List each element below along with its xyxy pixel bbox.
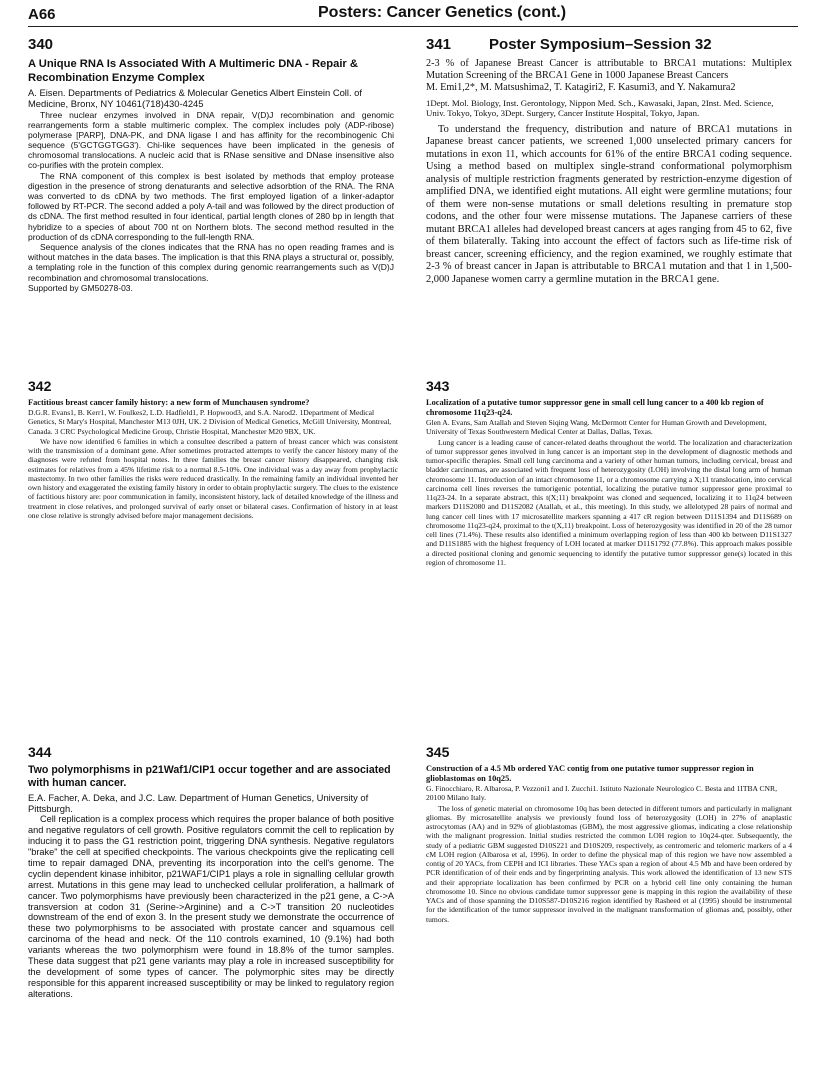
abstract-345 xyxy=(426,744,792,974)
abstract-authors: Glen A. Evans, Sam Atallah and Steven Siqing Wang. McDermott Center for Human Growth and Development, University of Texas Southwestern Medical Center at Dallas, Dallas, Texas. xyxy=(426,418,767,437)
abstract-number: 340 xyxy=(28,36,54,53)
abstract-title: A Unique RNA Is Associated With A Multimeric DNA - Repair & Recombination Enzyme Complex xyxy=(28,58,358,84)
abstract-authors: E.A. Facher, A. Deka, and J.C. Law. Department of Human Genetics, University of Pittsburgh. xyxy=(28,791,369,814)
abstract-title: Construction of a 4.5 Mb ordered YAC contig from one putative tumor suppressor region in glioblastomas on 10q25. xyxy=(426,764,754,784)
abstract-title: Factitious breast cancer family history: a new form of Munchausen syndrome? xyxy=(28,398,310,407)
running-title: Posters: Cancer Genetics (cont.) xyxy=(318,4,567,21)
abstract-paragraph: We have now identified 6 families in which a consultee described a pattern of breast cancer which was consistent with the transmission of a dominant gene. After sometimes protracted attempts to verify the cancer history many of the diagnoses were refuted from hospital notes. In three families the breast cancer history disappeared, changing risk estimates for relatives from a 45% lifetime risk to a normal 8.5-10%. One individual was a day away from prophylactic mastectomy. In two other families the risks were reduced drastically. In the remaining family an individual invented her own history and exaggerated the existing family history in order to obtain prophylactic surgery. The clues to the existence of factitious history are: poor communication in family, inconsistent history, lack of detailed knowledge of the illness and treatment in close relatives, and prolonged survival of early onset or bilateral cases. Confirmation of history in at least one close relative is strongly advised before major management decisions. xyxy=(28,436,398,520)
abstract-344 xyxy=(28,744,394,1054)
abstract-paragraph: Three nuclear enzymes involved in DNA repair, V(D)J recombination and genomic rearrangements form a stable multimeric complex. The complex includes poly (ADP-ribose) polymerase [PARP], DNA-PK, and DNA ligase I and has affinity for the recombinogenic Chi sequence (5'GCTGGTGG3'). Chi-like sequences have been implicated in the genesis of chromosomal translocations. A nucleic acid that is RNase sensitive and DNase insensitive also co-purifies with the protein complex. xyxy=(28,109,394,171)
abstract-paragraph: To understand the frequency, distribution and nature of BRCA1 mutations in Japanese breast cancer patients, we screened 1,000 unselected primary cancers for mutations in exon 11, which accounts for 61% of the entire BRCA1 coding sequence. Using a method based on multiplex single-strand conformational polymorphism analysis of multiple restriction fragments generated by restriction-enzyme digestion of amplified DNA, we identified eight mutations. All eight were germline mutations; four of them were non-sense mutations or small deletions resulting in premature stop codons, and the other four were missense mutations. The Japanese carriers of these mutant BRCA1 alleles had developed breast cancers at ages ranging from 45 to 62, five of them bilaterally. Taking into account the effect of factors such as life-time risk of breast cancer, screening efficiency, and the region examined, we roughly estimate that 2-3 % of breast cancer in Japan is attributable to BRCA1 mutation and that 1 in 1,500-2,000 Japanese women carry a germline mutation in the BRCA1 gene. xyxy=(426,123,792,285)
abstract-paragraph: Cell replication is a complex process which requires the proper balance of both positive and negative regulators of cell growth. Positive regulators commit the cell to replication by inducing it to pass the G1 restriction point, triggering DNA synthesis. Negative regulators "brake" the cell at specified checkpoints. The various checkpoints give the replicating cell time to repair damaged DNA, preventing its incorporation into the cell's genome. The cyclin dependent kinase inhibitor, p21WAF1/CIP1 plays a role in signalling cellular growth arrest. Mutations in this gene may lead to unchecked cellular proliferation, a hallmark of cancer. Two polymorphisms have previously been characterized in the p21 gene, a C->A transversion at codon 31 (Serine->Arginine) and a C->T transition 20 nucleotides downstream of the end of exon 3. In the present study we demonstrate the occurrence of these two polymorphisms to be associated with prostate cancer and squamous cell carcinoma of the head and neck. Of the 110 controls examined, 10 (9.1%) had both variants whereas the two polymorphism were found in 18.8% of the tumor samples. These data suggest that p21 gene variants may play a role in increased susceptibility for the development of some types of cancer. The polymorphic sites may be directly responsible for this apparent increased susceptibility or may be linked to regulatory region alterations. xyxy=(28,814,394,1000)
abstract-title: 2-3 % of Japanese Breast Cancer is attributable to BRCA1 mutations: Multiplex Mutation Screening of the BRCA1 Gene in 1000 Japanese Breast Cancers xyxy=(426,58,792,82)
abstract-funding: Supported by GM50278-03. xyxy=(28,282,133,293)
abstract-authors: M. Emi1,2*, M. Matsushima2, T. Katagiri2, F. Kasumi3, and Y. Nakamura2 xyxy=(426,82,736,94)
abstract-number: 344 xyxy=(28,744,52,760)
abstract-title: Localization of a putative tumor suppressor gene in small cell lung cancer to a 400 kb region of chromosome 11q23-q24. xyxy=(426,398,764,418)
abstract-title: Two polymorphisms in p21Waf1/CIP1 occur together and are associated with human cancer. xyxy=(28,764,391,789)
abstract-authors: D.G.R. Evans1, B. Kerr1, W. Foulkes2, L.D. Hadfield1, P. Hopwood3, and S.A. Narod2. 1Department of Medical Genetics, St Mary's Hospital, Manchester M13 0JH, UK. 2 Division of Medical Genetics, McGill University, Montreal, Canada. 3 CRC Psychological Medicine Group, Christie Hospital, Manchester M20 9BX, UK. xyxy=(28,408,392,436)
page-header xyxy=(28,4,798,27)
abstract-authors: G. Finocchiaro, R. Albarosa, P. Vezzoni1 and I. Zucchi1. Istituto Nazionale Neurologico C. Besta and 1ITBA CNR, 20100 Milano Italy. xyxy=(426,784,778,803)
abstract-paragraph: The RNA component of this complex is best isolated by methods that employ protease digestion in the presence of strong denaturants and selective adsorbtion of the RNA. The RNA was converted to ds cDNA by two methods. The first employed ligation of a linker-adaptor followed by RT-PCR. The second added a poly A-tail and was followed by the direct production of ds cDNA. The first method resulted in four identical, partial length clones of 280 bp in length that hybridize to a species of about 700 nt on Northern blots. The second method resulted in the production of ds cDNA corresponding to the full-length RNA. xyxy=(28,170,394,242)
page-number: A66 xyxy=(28,6,56,23)
session-label: Poster Symposium–Session 32 xyxy=(489,36,712,53)
abstract-number: 342 xyxy=(28,378,52,394)
abstract-340 xyxy=(28,36,394,331)
abstract-affiliations: 1Dept. Mol. Biology, Inst. Gerontology, Nippon Med. Sch., Kawasaki, Japan, 2Inst. Med. Science, Univ. Tokyo, Tokyo, 3Dept. Surgery, Cancer Institute Hospital, Tokyo, Japan. xyxy=(426,97,774,119)
abstract-number: 345 xyxy=(426,744,450,760)
abstract-authors: A. Eisen. Departments of Pediatrics & Molecular Genetics Albert Einstein Coll. of Medicine, Bronx, NY 10461(718)430-4245 xyxy=(28,87,363,110)
abstract-342 xyxy=(28,378,398,593)
abstract-341 xyxy=(426,36,792,336)
abstract-paragraph: The loss of genetic material on chromosome 10q has been detected in different tumors and particularly in malignant gliomas. By microsatellite analysis we previously found loss of heterozygosity (LOH) in 27% of anaplastic astrocytomas (AA) and in 92% of glioblastomas (GBM), the most aggressive gliomas, indicating a close relationship with the malignant progression. Initial studies restricted the common LOH region to 10q24-qter. Subsequently, the study of a pediatric GBM suggested D10S221 and D10S209, respectively, as centromeric and telomeric markers of a 4 cM LOH region (Albarosa et al, 1996). In order to define the physical map of this region we have now assembled a contig of 20 YACs, from CEPH and ICI libraries. These YACs span a region of about 4.5 Mb and have been ordered by PCR identification of of their ends and by fingerprinting analysis. This work allowed the identification of 13 new STS and their appropriate localization has been confirmed by PCR on a hybrid cell line only containing the human chromosome 10. Since no obvious candidate tumor suppressor gene is mapping in this region the availability of these YACs and of those spanning the D10S587-D10S216 region identified by Rasheed et al (1995) should be instrumental for the identification of the tumor suppressor involved in the malignant transformation of gliomas and, possibly, other tumors. xyxy=(426,803,792,924)
abstract-number: 343 xyxy=(426,378,450,394)
abstract-paragraph: Sequence analysis of the clones indicates that the RNA has no open reading frames and is without matches in the data bases. The implication is that this RNA plays a structural or, possibly, a templating role in the function of this complex during genomic rearrangements such as V(D)J recombination and chromosomal translocations. xyxy=(28,241,394,283)
abstract-paragraph: Lung cancer is a leading cause of cancer-related deaths throughout the world. The localization and characterization of tumor suppressor genes involved in lung cancer is an important step in the development of diagnostic methods and tumor-specific therapies. Small cell lung carcinoma and a variety of other human tumors, including cervical, breast and bladder carcinomas, are associated with frequent loss of heterozygosity (LOH) involving the distal long arm of human chromosome 11. Introduction of an intact chromosome 11, or a chromosome carrying a X;11 translocation, into cervical carcinoma cell lines reverses the tumorigenic potential, localizing the putative tumor suppressor gene proximal to 11q23-24. In a separate abstract, this t(X;11) breakpoint was cloned and sequenced, localizing it to 11q24 between markers D11S2080 and D11S2082 (Atallah, et al., this meeting). In this study, we allelotyped 28 pairs of normal and lung cancer cell lines with 17 microsatellite markers spanning a 417 cR region between D11S1394 and D11S689 on chromosome 11q23-q24, proximal to the t(X,11) breakpoint. Loss of heterozygosity was identified in 20 of the 28 tumor cell lines (71.4%). These results also identified a minimum overlapping region of less than 400 kb between D11S1327 and D11S1885 with the highest frequency of LOH located at marker D11S1792 (77.8%). This approach makes possible a directed positional cloning and genomic sequencing to identify the putative tumor suppressor gene(s) located in this region of chromosome 11. xyxy=(426,437,792,567)
abstract-343 xyxy=(426,378,792,603)
abstract-number: 341 xyxy=(426,36,452,53)
